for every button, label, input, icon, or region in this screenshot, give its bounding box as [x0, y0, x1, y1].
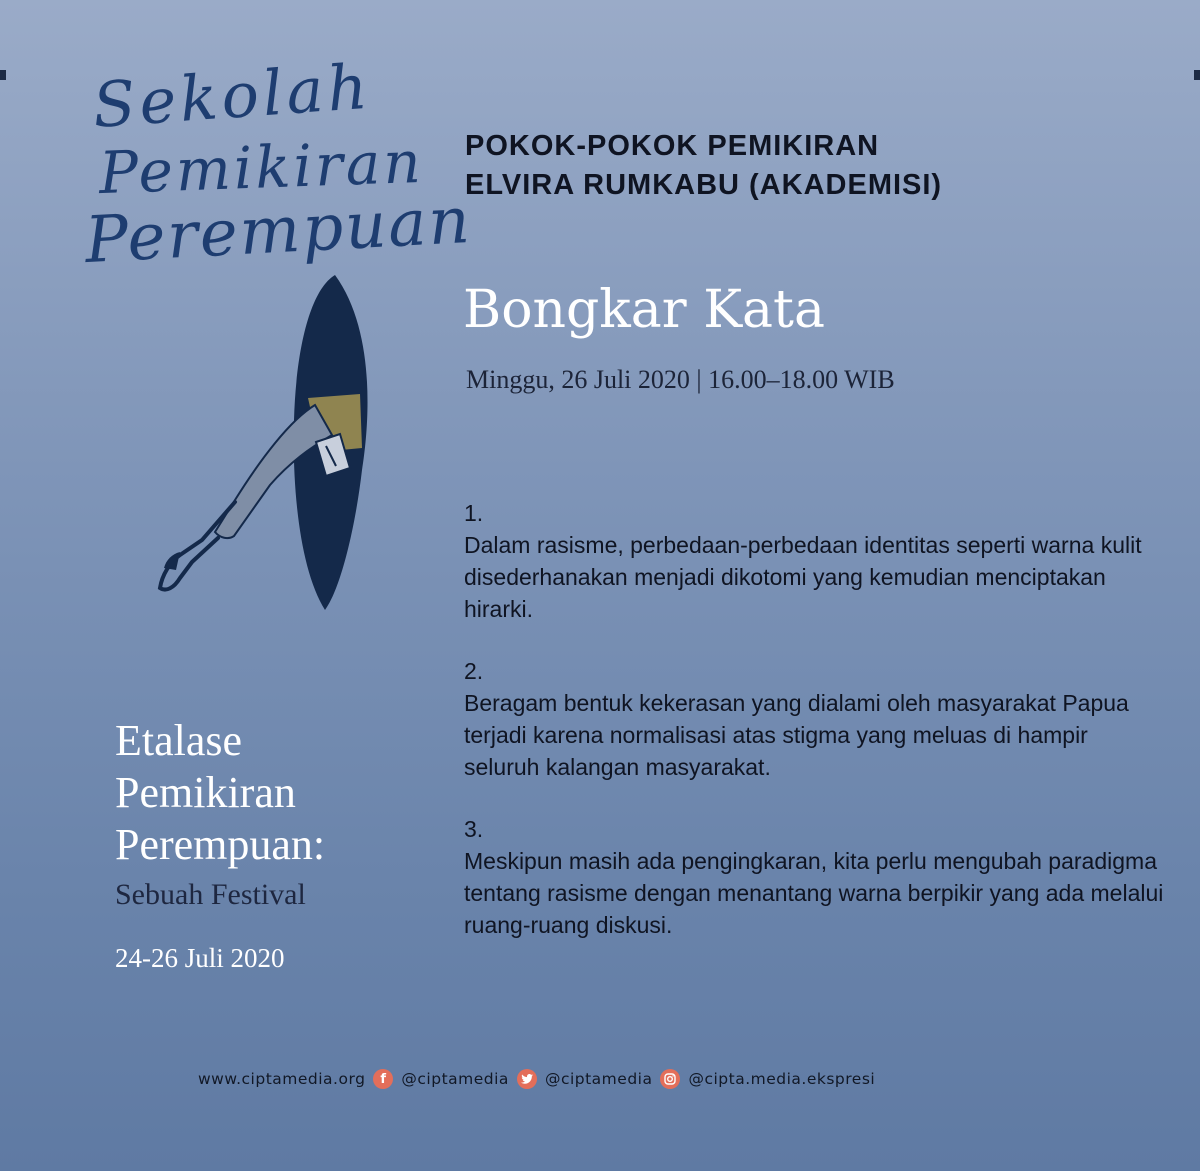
event-datetime: Minggu, 26 Juli 2020 | 16.00–18.00 WIB: [466, 365, 895, 394]
logo-line-1: Sekolah: [90, 49, 374, 142]
logo-line-2: Pemikiran: [97, 127, 425, 208]
twitter-handle: @ciptamedia: [544, 1070, 653, 1088]
twitter-link[interactable]: [509, 1069, 653, 1089]
facebook-icon: f: [373, 1069, 393, 1089]
logo-line-3: Perempuan: [83, 183, 474, 279]
diver-illustration: [140, 270, 390, 615]
instagram-link[interactable]: [652, 1069, 875, 1089]
instagram-icon: [660, 1069, 680, 1089]
list-item: [464, 497, 1164, 625]
festival-block: [115, 715, 435, 974]
festival-subtitle: Sebuah Festival: [115, 878, 306, 911]
point-number: 2.: [464, 658, 484, 684]
facebook-link[interactable]: [365, 1069, 509, 1089]
diver-legs: [160, 502, 235, 590]
event-title: Bongkar Kata: [463, 280, 825, 340]
festival-line-3: Perempuan:: [115, 820, 326, 869]
list-item: [464, 655, 1164, 783]
facebook-handle: @ciptamedia: [401, 1070, 509, 1088]
heading-line-1: POKOK-POKOK PEMIKIRAN: [465, 130, 880, 162]
point-text: Meskipun masih ada pengingkaran, kita perlu mengubah paradigma tentang rasisme dengan menantang warna berpikir yang ada melalui ruang-ruang diskusi.: [464, 848, 1164, 938]
point-number: 1.: [464, 500, 484, 526]
twitter-icon: [517, 1069, 537, 1089]
festival-line-2: Pemikiran: [115, 768, 296, 817]
point-number: 3.: [464, 816, 484, 842]
edge-mark-left: [0, 70, 6, 80]
speaker-heading: [465, 127, 1145, 205]
points-list: [464, 497, 1164, 971]
sekolah-logo: [83, 49, 474, 279]
festival-line-1: Etalase: [115, 716, 243, 765]
heading-line-2: ELVIRA RUMKABU (AKADEMISI): [465, 169, 943, 201]
instagram-handle: @cipta.media.ekspresi: [688, 1070, 876, 1088]
point-text: Dalam rasisme, perbedaan-perbedaan identitas seperti warna kulit disederhanakan menjadi dikotomi yang kemudian menciptakan hirarki.: [464, 532, 1142, 622]
website-link[interactable]: www.ciptamedia.org: [198, 1070, 366, 1088]
list-item: [464, 813, 1164, 941]
diver-feet: [164, 552, 180, 570]
point-text: Beragam bentuk kekerasan yang dialami oleh masyarakat Papua terjadi karena normalisasi atas stigma yang meluas di hampir seluruh kalangan masyarakat.: [464, 690, 1129, 780]
festival-dates: 24-26 Juli 2020: [115, 943, 285, 973]
footer: [198, 1066, 958, 1092]
edge-mark-right: [1194, 70, 1200, 80]
